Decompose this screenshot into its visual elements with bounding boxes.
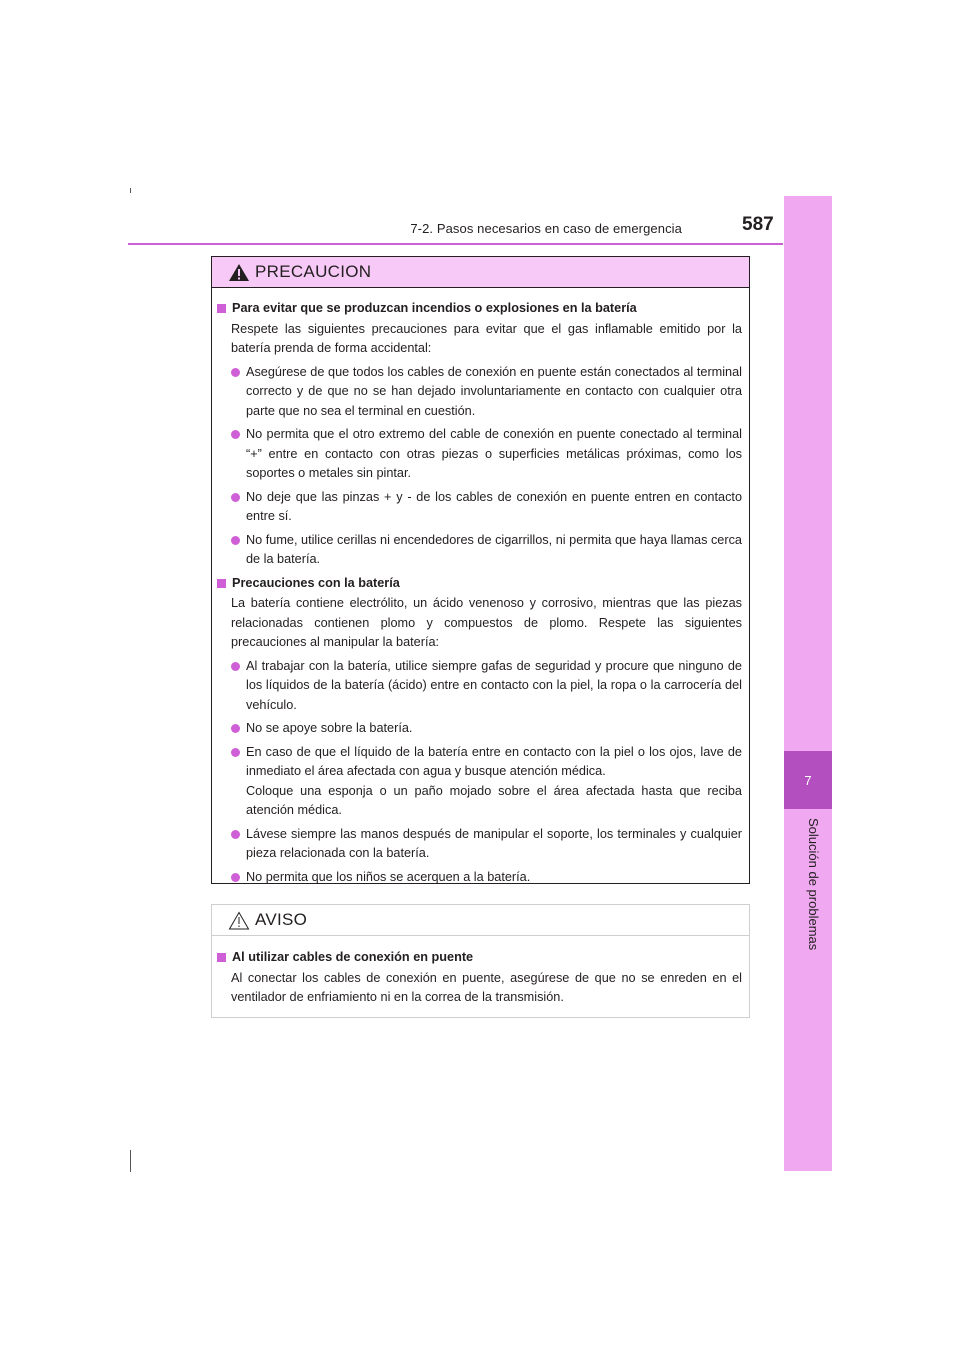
warning-triangle-outline-icon	[228, 911, 250, 930]
list-item: Asegúrese de que todos los cables de conexión en puente están conectados al terminal correcto y de que no se han dejado involuntariamente en contacto con cualquier otra parte que no sea el terminal en cuestión.	[217, 363, 742, 422]
section-heading: Para evitar que se produzcan incendios o explosiones en la batería	[217, 299, 742, 319]
list-item: Al trabajar con la batería, utilice siempre gafas de seguridad y procure que ninguno de los líquidos de la batería (ácido) entre en contacto con la piel, la ropa o la carrocería del vehículo.	[217, 657, 742, 716]
section-intro: La batería contiene electrólito, un ácido venenoso y corrosivo, mientras que las piezas relacionadas contienen plomo y compuestos de plomo. Respete las siguientes precauciones al manipular la batería:	[231, 596, 742, 649]
chapter-number-tab: 7	[784, 751, 832, 809]
chapter-side-tab	[784, 196, 832, 1171]
notice-header	[212, 905, 749, 936]
section-intro: Respete las siguientes precauciones para evitar que el gas inflamable emitido por la batería prenda de forma accidental:	[231, 321, 742, 355]
list-item: En caso de que el líquido de la batería entre en contacto con la piel o los ojos, lave de inmediato el área afectada con agua y busque atención médica. Coloque una esponja o un paño mojado sobre el área afectada hasta que reciba atención médica.	[217, 743, 742, 821]
round-bullet-icon	[231, 493, 240, 502]
list-item: No permita que los niños se acerquen a la batería.	[217, 868, 742, 888]
running-header-section: 7-2. Pasos necesarios en caso de emergencia	[410, 221, 682, 236]
list-item: Lávese siempre las manos después de manipular el soporte, los terminales y cualquier pieza relacionada con la batería.	[217, 825, 742, 864]
list-item: No se apoye sobre la batería.	[217, 719, 742, 739]
square-bullet-icon	[217, 304, 226, 313]
caution-title: PRECAUCION	[255, 262, 372, 281]
square-bullet-icon	[217, 953, 226, 962]
round-bullet-icon	[231, 830, 240, 839]
crop-mark	[130, 188, 131, 193]
section-intro: Al conectar los cables de conexión en puente, asegúrese de que no se enreden en el ventilador de enfriamiento ni en la correa de la transmisión.	[231, 970, 742, 1004]
round-bullet-icon	[231, 662, 240, 671]
section-heading: Precauciones con la batería	[217, 574, 742, 594]
caution-box	[211, 256, 750, 884]
crop-mark	[130, 1150, 131, 1172]
square-bullet-icon	[217, 579, 226, 588]
header-rule	[128, 243, 783, 245]
chapter-title-vertical: Solución de problemas	[806, 818, 821, 951]
page-number: 587	[742, 214, 774, 235]
round-bullet-icon	[231, 368, 240, 377]
notice-box	[211, 904, 750, 1018]
section-heading: Al utilizar cables de conexión en puente	[217, 948, 742, 968]
warning-triangle-icon	[228, 263, 250, 282]
list-item: No permita que el otro extremo del cable de conexión en puente conectado al terminal “+” entre en contacto con otras piezas o superficies metálicas próximas, como los soportes o metales sin pintar.	[217, 425, 742, 484]
list-item: No fume, utilice cerillas ni encendedores de cigarrillos, ni permita que haya llamas cerca de la batería.	[217, 531, 742, 570]
caution-header	[212, 257, 749, 288]
notice-title: AVISO	[255, 910, 308, 929]
round-bullet-icon	[231, 873, 240, 882]
round-bullet-icon	[231, 536, 240, 545]
round-bullet-icon	[231, 724, 240, 733]
list-item: No deje que las pinzas + y - de los cables de conexión en puente entren en contacto entre sí.	[217, 488, 742, 527]
round-bullet-icon	[231, 748, 240, 757]
round-bullet-icon	[231, 430, 240, 439]
